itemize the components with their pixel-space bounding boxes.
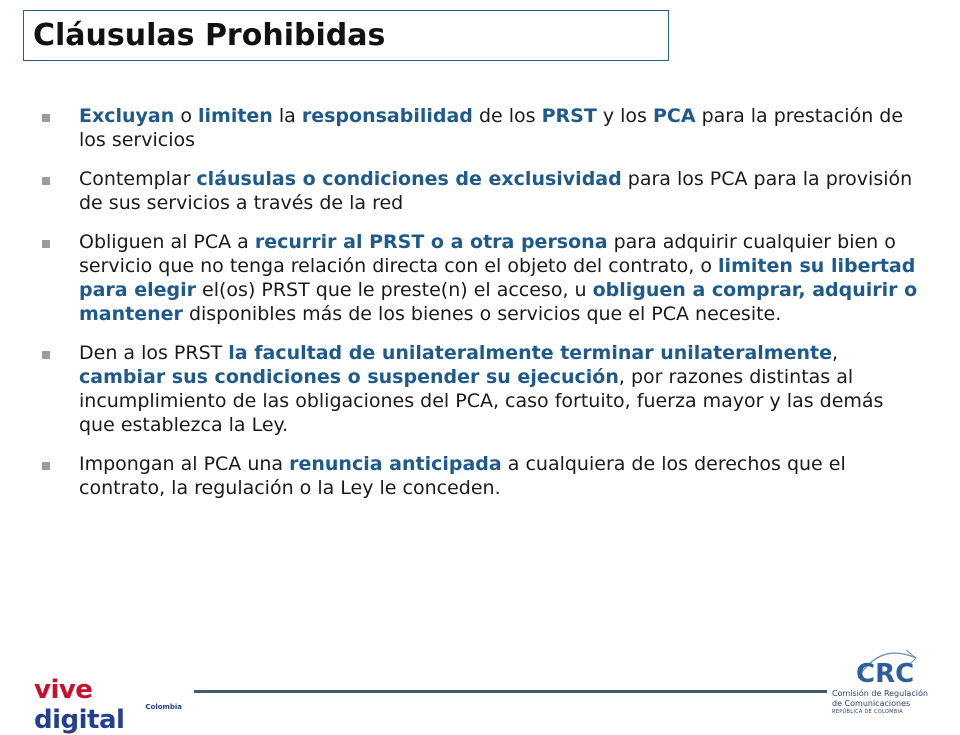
emphasis-text: recurrir al PRST o a otra persona [254, 231, 608, 253]
body-text: , por razones distintas al incumplimiento de las obligaciones del PCA, caso fortuito, fuerza mayor y las demás que establezca la Ley. [79, 366, 884, 436]
bullet-marker-icon [42, 177, 50, 185]
bullet-item [40, 167, 920, 215]
body-text: a cualquiera de los derechos que el contrato, la regulación o la Ley le conceden. [79, 453, 846, 499]
body-text: Obliguen al PCA a [79, 231, 255, 253]
emphasis-text: cambiar sus condiciones o suspender su ejecución [79, 366, 619, 388]
page-title: Cláusulas Prohibidas [33, 18, 386, 53]
vive-word: vive [34, 675, 93, 705]
body-text: la [272, 105, 302, 127]
emphasis-text: Excluyan [79, 105, 175, 127]
footer-divider [194, 690, 827, 693]
emphasis-text: responsabilidad [301, 105, 473, 127]
bullet-marker-icon [42, 351, 50, 359]
crc-country: REPÚBLICA DE COLOMBIA [832, 709, 904, 715]
body-text: para la prestación de los servicios [79, 105, 904, 151]
body-text: y los [596, 105, 653, 127]
crc-name-line2: de Comunicaciones [832, 699, 911, 708]
emphasis-text: cláusulas o condiciones de exclusividad [196, 168, 622, 190]
crc-mark-text: CRC [856, 659, 915, 688]
emphasis-text: renuncia anticipada [289, 453, 502, 475]
body-text: Den a los PRST [79, 342, 229, 364]
body-text: el(os) PRST que le preste(n) el acceso, u [196, 279, 593, 301]
emphasis-text: limiten [198, 105, 273, 127]
bullet-item [40, 452, 920, 500]
vive-digital-sub: Colombia [145, 703, 182, 711]
bullet-marker-icon [42, 114, 50, 122]
crc-mark-icon [850, 648, 920, 688]
emphasis-text: PRST [541, 105, 597, 127]
bullet-item [40, 104, 920, 152]
crc-name-line1: Comisión de Regulación [832, 689, 928, 698]
body-text: para los PCA para la provisión de sus servicios a través de la red [79, 168, 913, 214]
bullet-item [40, 230, 920, 326]
title-box [23, 10, 669, 61]
body-text: disponibles más de los bienes o servicios que el PCA necesite. [182, 303, 782, 325]
body-text: Impongan al PCA una [79, 453, 290, 475]
bullet-item [40, 341, 920, 437]
body-text: , [831, 342, 839, 364]
body-text: o [174, 105, 198, 127]
emphasis-text: la facultad de unilateralmente terminar unilateralmente [228, 342, 832, 364]
emphasis-text: obliguen a comprar, adquirir o mantener [79, 279, 918, 325]
emphasis-text: PCA [652, 105, 696, 127]
emphasis-text: limiten su libertad para elegir [79, 255, 916, 301]
digital-word: digital [34, 705, 125, 735]
crc-logo [832, 636, 942, 718]
bullet-marker-icon [42, 462, 50, 470]
body-text: para adquirir cualquier bien o servicio que no tenga relación directa con el objeto del contrato, o [79, 231, 896, 277]
bullet-marker-icon [42, 240, 50, 248]
vive-digital-logo [34, 675, 184, 735]
body-text: de los [472, 105, 542, 127]
bullet-list [40, 104, 920, 515]
body-text: Contemplar [79, 168, 197, 190]
